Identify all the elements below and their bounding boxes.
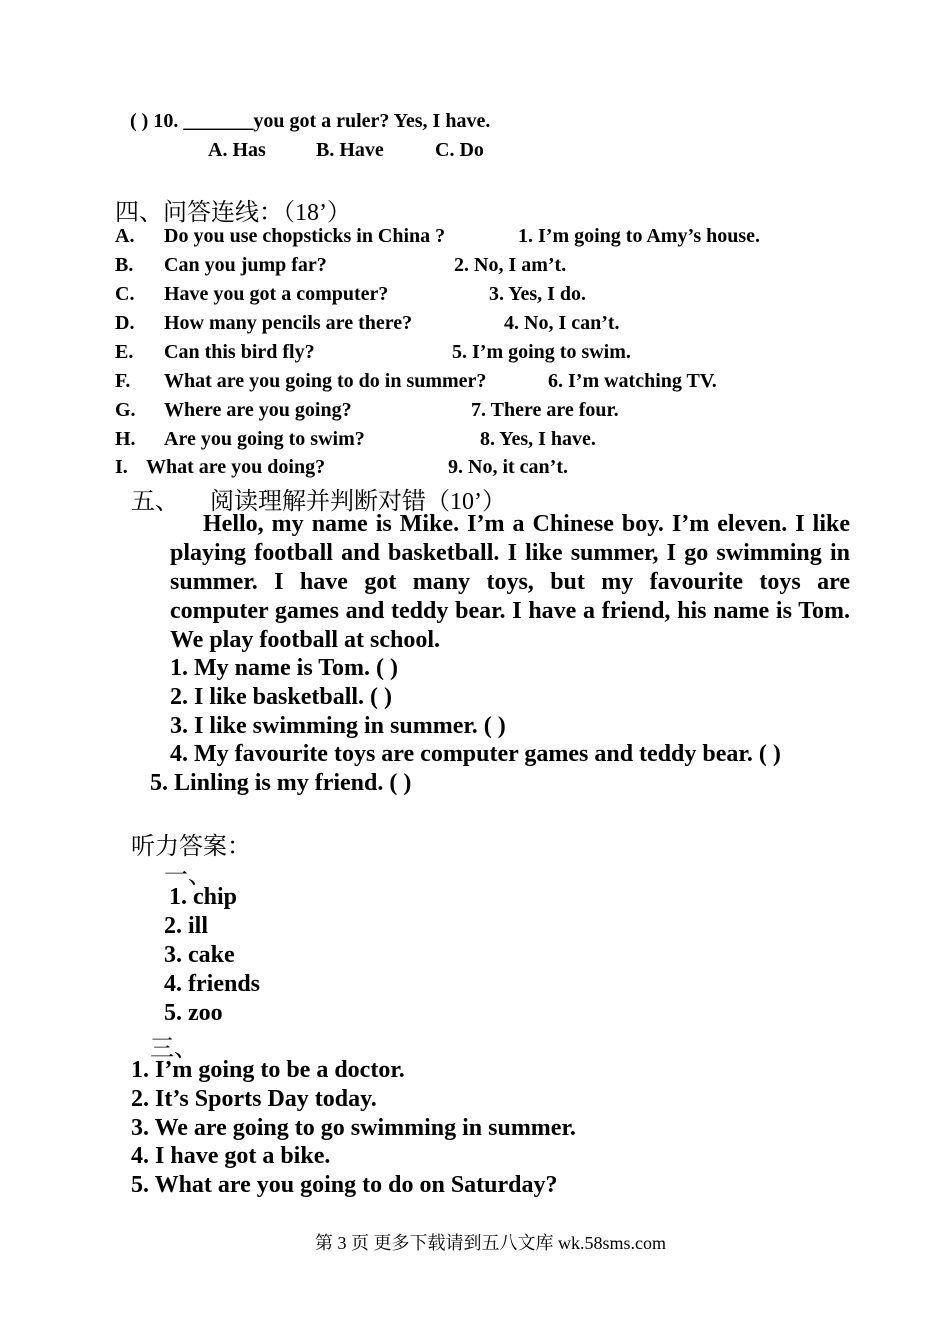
part-1-answer: 4. friends [164, 971, 260, 997]
section-5-title: 阅读理解并判断对错（10’） [210, 489, 506, 515]
question-text: Are you going to swim? [164, 428, 365, 450]
answer-key-title: 听力答案： [131, 834, 251, 860]
statement: 4. My favourite toys are computer games and teddy bear. ( ) [170, 741, 781, 767]
question-text: Can you jump far? [164, 254, 327, 276]
section-4-title: 四、问答连线：（18’） [115, 200, 351, 226]
option-b: B. Have [316, 139, 384, 161]
question-text: What are you doing? [146, 456, 326, 478]
part-1-answer: 3. cake [164, 942, 235, 968]
answer-text: 8. Yes, I have. [480, 428, 596, 450]
question-letter: A. [115, 225, 135, 247]
part-1-answer: 1. chip [169, 884, 238, 910]
answer-text: 4. No, I can’t. [504, 312, 620, 334]
question-text: How many pencils are there? [164, 312, 413, 334]
question-10-stem: ( ) 10. _______you got a ruler? Yes, I have. [130, 110, 491, 132]
part-3-answer: 2. It’s Sports Day today. [131, 1086, 377, 1112]
question-letter: G. [115, 399, 136, 421]
part-1-answer: 2. ill [164, 913, 209, 939]
question-letter: B. [115, 254, 134, 276]
answer-text: 2. No, I am’t. [454, 254, 567, 276]
question-text: Have you got a computer? [164, 283, 389, 305]
question-letter: C. [115, 283, 135, 305]
part-3-answer: 3. We are going to go swimming in summer. [131, 1115, 576, 1141]
question-text: Can this bird fly? [164, 341, 315, 363]
question-text: What are you going to do in summer? [164, 370, 487, 392]
answer-text: 7. There are four. [471, 399, 619, 421]
part-3-answer: 5. What are you going to do on Saturday? [131, 1172, 558, 1198]
answer-text: 6. I’m watching TV. [548, 370, 717, 392]
question-letter: I. [115, 456, 128, 478]
part-1-answer: 5. zoo [164, 1000, 223, 1026]
question-letter: F. [115, 370, 131, 392]
part-1-label: 一、 [164, 863, 212, 889]
question-letter: E. [115, 341, 134, 363]
statement: 1. My name is Tom. ( ) [170, 655, 398, 681]
part-3-answer: 4. I have got a bike. [131, 1143, 331, 1169]
section-5-number: 五、 [131, 489, 179, 515]
statement: 3. I like swimming in summer. ( ) [170, 713, 506, 739]
part-3-answer: 1. I’m going to be a doctor. [131, 1057, 405, 1083]
option-c: C. Do [435, 139, 484, 161]
statement: 5. Linling is my friend. ( ) [150, 770, 412, 796]
page-footer: 第 3 页 更多下载请到五八文库 wk.58sms.com [315, 1233, 666, 1253]
statement: 2. I like basketball. ( ) [170, 684, 393, 710]
option-a: A. Has [208, 139, 266, 161]
answer-text: 3. Yes, I do. [489, 283, 587, 305]
answer-text: 1. I’m going to Amy’s house. [518, 225, 761, 247]
question-letter: H. [115, 428, 136, 450]
question-letter: D. [115, 312, 135, 334]
part-3-label: 三、 [150, 1036, 198, 1062]
question-text: Where are you going? [164, 399, 352, 421]
question-text: Do you use chopsticks in China ? [164, 225, 446, 247]
answer-text: 5. I’m going to swim. [452, 341, 631, 363]
reading-passage: Hello, my name is Mike. I’m a Chinese boy. I’m eleven. I like playing football and basketball. I like summer, I go swimming in summer. I have got many toys, but my favourite toys are computer games and teddy bear. I have a friend, his name is Tom. We play football at school. [170, 511, 850, 653]
answer-text: 9. No, it can’t. [448, 456, 568, 478]
